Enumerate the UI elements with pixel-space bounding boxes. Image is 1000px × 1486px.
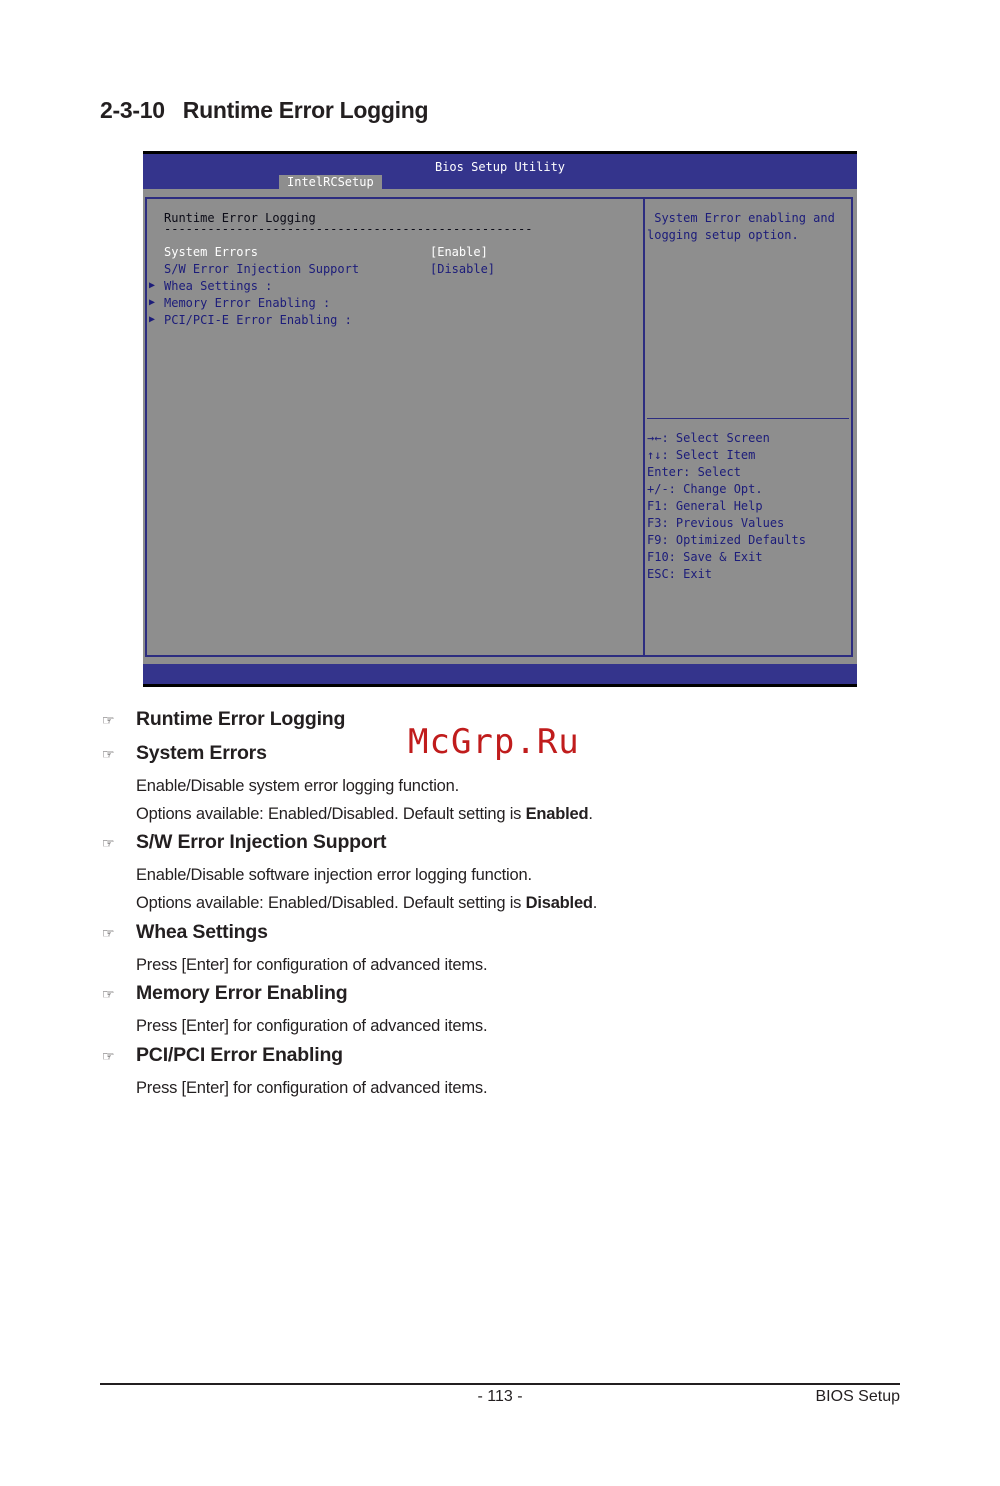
item-title: Runtime Error Logging xyxy=(136,708,346,730)
bios-submenu-memory-error[interactable]: Memory Error Enabling : xyxy=(164,296,331,310)
pointing-hand-icon: ☞ xyxy=(102,1048,115,1064)
section-number: 2-3-10 xyxy=(100,97,165,123)
pointing-hand-icon: ☞ xyxy=(102,746,115,762)
bios-main-panel xyxy=(145,197,645,657)
pointing-hand-icon: ☞ xyxy=(102,712,115,728)
submenu-arrow-icon: ▶ xyxy=(149,314,156,325)
item-heading-sw-error-injection xyxy=(102,831,386,854)
bios-setting-sw-injection-label[interactable]: S/W Error Injection Support xyxy=(164,262,360,276)
pointing-hand-icon: ☞ xyxy=(102,925,115,941)
bios-submenu-whea[interactable]: Whea Settings : xyxy=(164,279,273,293)
item-desc: Enable/Disable system error logging function. xyxy=(136,777,460,795)
bios-header-bar xyxy=(143,154,857,189)
item-heading-pci-error-enabling xyxy=(102,1044,343,1067)
bios-setting-system-errors-label[interactable]: System Errors xyxy=(164,245,258,259)
item-options: Options available: Enabled/Disabled. Default setting is Enabled. xyxy=(136,805,593,823)
item-desc: Enable/Disable software injection error logging function. xyxy=(136,866,532,884)
page-number: - 113 - xyxy=(477,1388,523,1405)
bios-key-f10: F10: Save & Exit xyxy=(647,550,763,564)
item-desc: Press [Enter] for configuration of advanced items. xyxy=(136,1079,488,1097)
item-desc: Press [Enter] for configuration of advanced items. xyxy=(136,1017,488,1035)
watermark: McGrp.Ru xyxy=(408,722,580,762)
item-desc: Press [Enter] for configuration of advanced items. xyxy=(136,956,488,974)
item-heading-whea-settings xyxy=(102,921,268,944)
bios-page-title: Runtime Error Logging xyxy=(164,211,316,225)
submenu-arrow-icon: ▶ xyxy=(149,280,156,291)
bios-footer-bar xyxy=(143,664,857,684)
item-options: Options available: Enabled/Disabled. Default setting is Disabled. xyxy=(136,894,598,912)
bios-setting-system-errors-value[interactable]: [Enable] xyxy=(430,245,488,259)
bios-key-select-item: ↑↓: Select Item xyxy=(647,448,756,462)
footer-rule xyxy=(100,1383,900,1385)
item-title: Whea Settings xyxy=(136,921,268,943)
item-title: PCI/PCI Error Enabling xyxy=(136,1044,343,1066)
bios-separator: --------------------------------------------------- xyxy=(164,222,533,236)
section-title: Runtime Error Logging xyxy=(182,97,429,123)
bios-help-text-line1: System Error enabling and xyxy=(647,211,835,225)
bios-key-esc: ESC: Exit xyxy=(647,567,713,581)
bios-help-panel xyxy=(645,197,853,657)
item-heading-memory-error-enabling xyxy=(102,982,347,1005)
bios-help-divider xyxy=(647,418,849,419)
bios-key-change-opt: +/-: Change Opt. xyxy=(647,482,763,496)
item-title: S/W Error Injection Support xyxy=(136,831,387,853)
bios-submenu-pci-error[interactable]: PCI/PCI-E Error Enabling : xyxy=(164,313,352,327)
submenu-arrow-icon: ▶ xyxy=(149,297,156,308)
footer-title: BIOS Setup xyxy=(815,1388,900,1405)
item-title: System Errors xyxy=(136,742,267,764)
bios-key-f3: F3: Previous Values xyxy=(647,516,785,530)
bios-key-f1: F1: General Help xyxy=(647,499,763,513)
pointing-hand-icon: ☞ xyxy=(102,835,115,851)
item-title: Memory Error Enabling xyxy=(136,982,348,1004)
bios-key-f9: F9: Optimized Defaults xyxy=(647,533,806,547)
pointing-hand-icon: ☞ xyxy=(102,986,115,1002)
bios-setting-sw-injection-value[interactable]: [Disable] xyxy=(430,262,496,276)
item-heading-runtime-error-logging xyxy=(102,708,345,731)
bios-screenshot xyxy=(143,151,857,687)
bios-key-enter: Enter: Select xyxy=(647,465,741,479)
bios-help-text-line2: logging setup option. xyxy=(647,228,799,242)
item-heading-system-errors xyxy=(102,742,267,765)
section-heading xyxy=(100,97,428,124)
bios-header-title: Bios Setup Utility xyxy=(434,160,566,174)
bios-key-select-screen: →←: Select Screen xyxy=(647,431,770,445)
bios-tab-intelrcsetup[interactable]: IntelRCSetup xyxy=(279,175,382,189)
